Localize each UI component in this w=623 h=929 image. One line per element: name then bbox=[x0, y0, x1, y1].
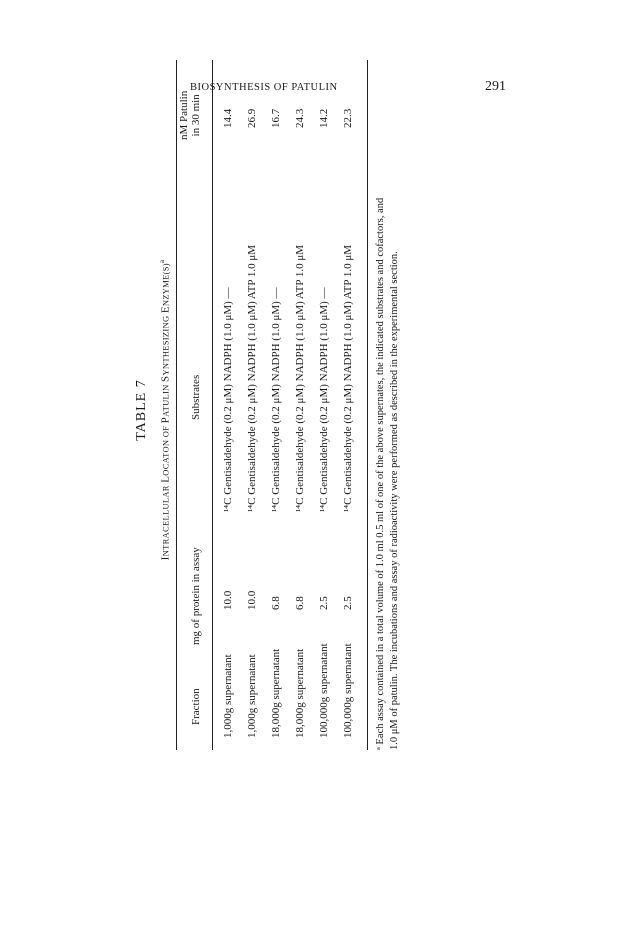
caption-part: E bbox=[159, 306, 172, 314]
cell-patulin: 14.4 bbox=[222, 108, 234, 128]
cell-patulin: 14.2 bbox=[318, 108, 330, 128]
cell-fraction: 100,000g supernatant bbox=[342, 643, 354, 738]
cell-substrates: ¹⁴C Gentisaldehyde (0.2 μM) NADPH (1.0 μM) ATP 1.0 μM bbox=[294, 244, 306, 512]
cell-patulin: 16.7 bbox=[270, 108, 282, 128]
table-footnote bbox=[374, 60, 402, 750]
cell-protein: 6.8 bbox=[294, 596, 306, 610]
cell-protein: 6.8 bbox=[270, 596, 282, 610]
table-caption bbox=[158, 40, 172, 780]
header-patulin bbox=[178, 91, 202, 140]
table-bottom-rule bbox=[367, 60, 368, 750]
running-head: BIOSYNTHESIS OF PATULIN bbox=[190, 82, 338, 93]
header-substrates: Substrates bbox=[190, 374, 202, 420]
header-fraction: Fraction bbox=[190, 688, 202, 725]
caption-part: OCATON OF bbox=[160, 423, 171, 476]
footnote-line: 1.0 μM of patulin. The incubations and assay of radioactivity were performed as described in the experimental section. bbox=[389, 251, 400, 750]
cell-substrates: ¹⁴C Gentisaldehyde (0.2 μM) NADPH (1.0 μM) — bbox=[270, 287, 282, 512]
caption-part: L bbox=[159, 475, 172, 483]
cell-fraction: 1,000g supernatant bbox=[246, 654, 258, 738]
rotated-table-block bbox=[120, 40, 450, 780]
table-row bbox=[270, 40, 290, 780]
cell-fraction: 18,000g supernatant bbox=[294, 648, 306, 738]
table-row bbox=[246, 40, 266, 780]
cell-protein: 2.5 bbox=[318, 596, 330, 610]
header-patulin-line1: nM Patulin bbox=[178, 90, 190, 140]
caption-part: P bbox=[159, 416, 172, 424]
cell-protein: 2.5 bbox=[342, 596, 354, 610]
footnote-line: ᵃ Each assay contained in a total volume of 1.0 ml 0.5 ml of one of the above supernates, the indicated substrates and cofactors, and bbox=[375, 197, 386, 750]
caption-part: I bbox=[159, 556, 172, 561]
page-number: 291 bbox=[485, 79, 506, 94]
caption-part: NZYME(S) bbox=[160, 263, 171, 307]
cell-fraction: 18,000g supernatant bbox=[270, 648, 282, 738]
cell-fraction: 1,000g supernatant bbox=[222, 654, 234, 738]
cell-protein: 10.0 bbox=[246, 590, 258, 610]
cell-substrates: ¹⁴C Gentisaldehyde (0.2 μM) NADPH (1.0 μM) — bbox=[318, 287, 330, 512]
cell-substrates: ¹⁴C Gentisaldehyde (0.2 μM) NADPH (1.0 μM) — bbox=[222, 287, 234, 512]
header-patulin-line2: in 30 min bbox=[190, 94, 202, 137]
table-row bbox=[294, 40, 314, 780]
cell-patulin: 22.3 bbox=[342, 108, 354, 128]
caption-part: YNTHESIZING bbox=[160, 313, 171, 376]
cell-fraction: 100,000g supernatant bbox=[318, 643, 330, 738]
table-top-rule bbox=[176, 60, 177, 750]
cell-substrates: ¹⁴C Gentisaldehyde (0.2 μM) NADPH (1.0 μM) ATP 1.0 μM bbox=[342, 244, 354, 512]
cell-patulin: 26.9 bbox=[246, 108, 258, 128]
table-row bbox=[342, 40, 362, 780]
cell-protein: 10.0 bbox=[222, 590, 234, 610]
table-row bbox=[318, 40, 338, 780]
caption-part: NTRACELLULAR bbox=[160, 482, 171, 557]
cell-substrates: ¹⁴C Gentisaldehyde (0.2 μM) NADPH (1.0 μM) ATP 1.0 μM bbox=[246, 244, 258, 512]
table-title: TABLE 7 bbox=[134, 379, 149, 441]
cell-patulin: 24.3 bbox=[294, 108, 306, 128]
header-protein: mg of protein in assay bbox=[190, 547, 202, 645]
table-header-rule bbox=[212, 60, 213, 750]
caption-footnote-mark: a bbox=[158, 259, 166, 264]
caption-part: ATULIN bbox=[160, 381, 171, 417]
table-row bbox=[222, 40, 242, 780]
caption-part: S bbox=[159, 375, 172, 382]
